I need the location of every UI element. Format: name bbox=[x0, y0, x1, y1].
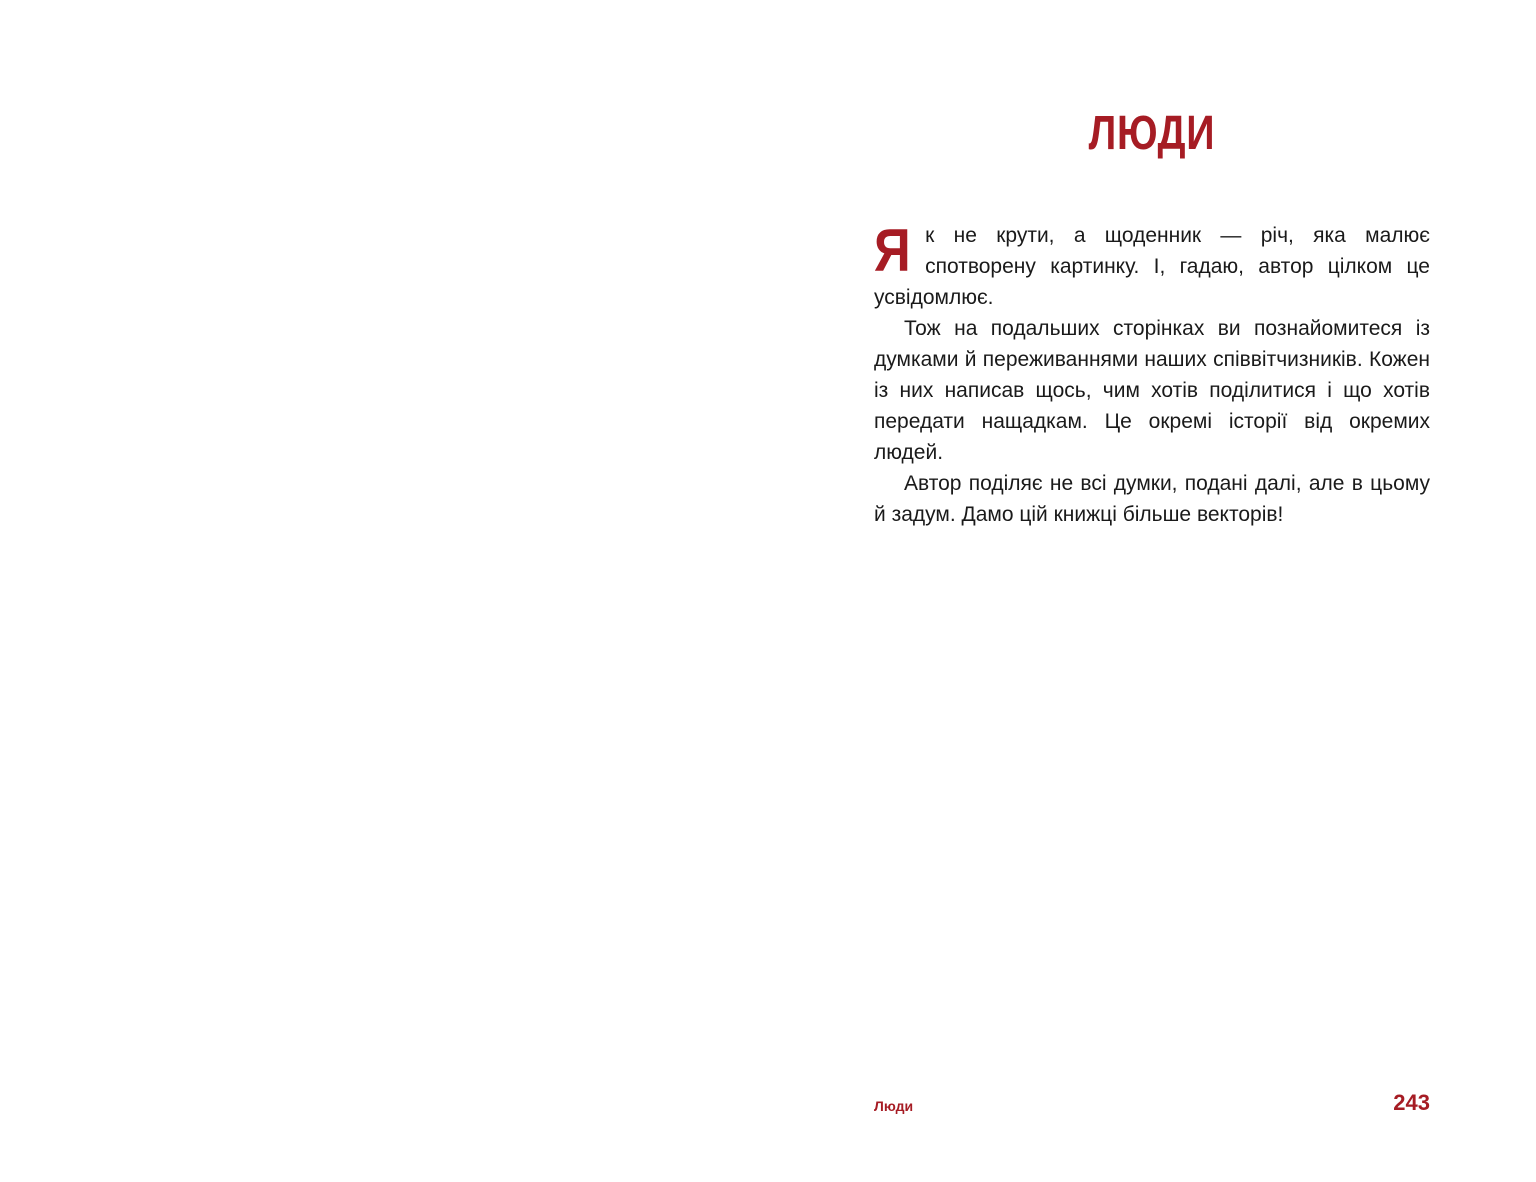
paragraph-1 bbox=[874, 217, 1430, 313]
right-page bbox=[768, 0, 1536, 1182]
chapter-title: ЛЮДИ bbox=[1088, 107, 1216, 160]
paragraph-2: Тож на подальших сторінках ви познайомитеся із думками й переживаннями наших співвітчизників. Кожен із них написав щось, чим хотів поділитися і що хотів передати нащадкам. Це окремі історії від окремих людей. bbox=[874, 317, 1430, 464]
paragraph-1-text: к не крути, а щоденник — річ, яка малює спотворену картинку. І, гадаю, автор цілком це усвідомлює. bbox=[874, 224, 1430, 309]
page-number: 243 bbox=[1393, 1090, 1430, 1115]
drop-cap: Я bbox=[874, 217, 911, 284]
running-head: Люди bbox=[874, 1098, 914, 1114]
chapter-body bbox=[874, 217, 1430, 530]
paragraph-3: Автор поділяє не всі думки, подані далі, але в цьому й задум. Дамо цій книжці більше векторів! bbox=[874, 472, 1430, 526]
